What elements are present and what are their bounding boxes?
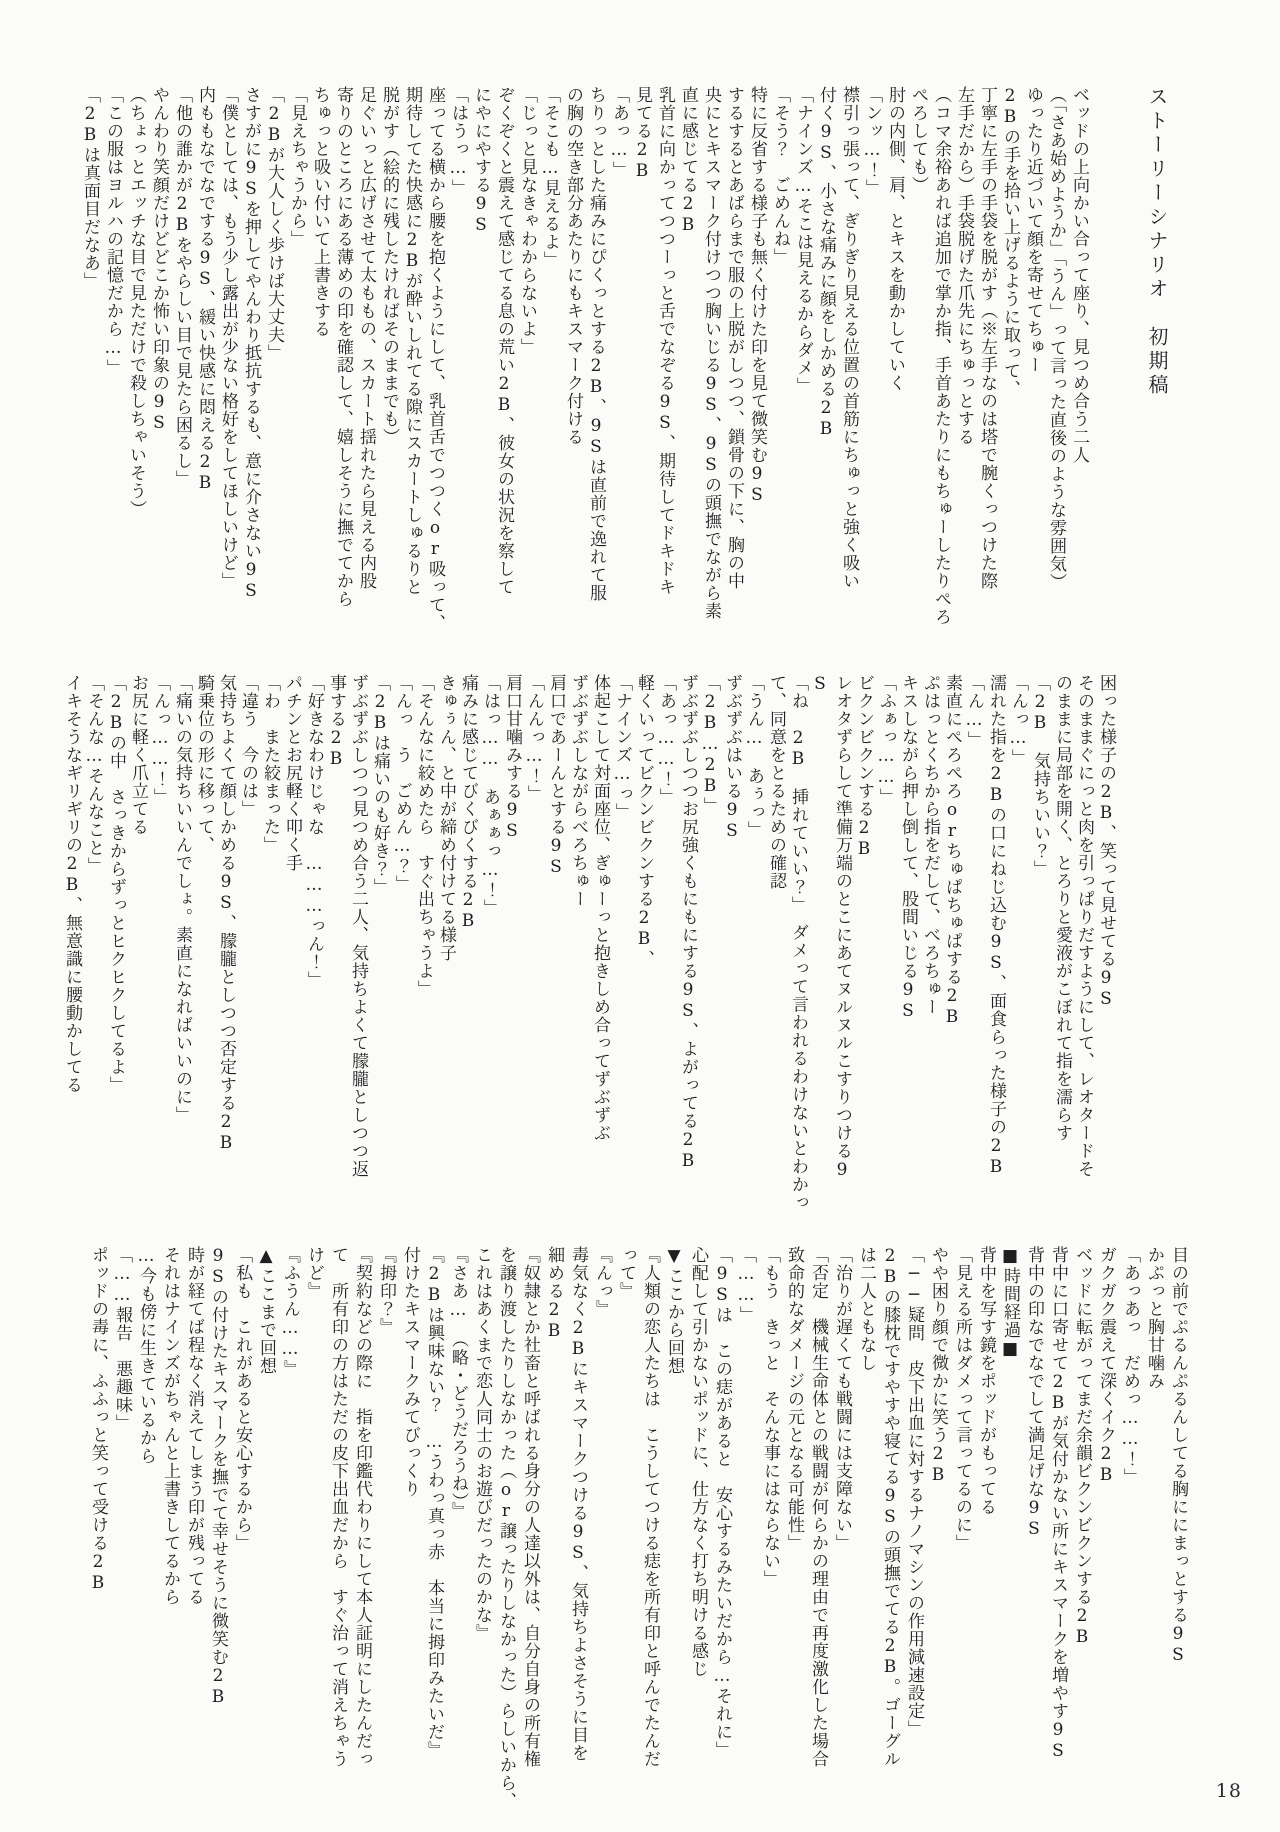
- text-block-ending: [86, 1246, 1190, 1812]
- text-column: 「治りが遅くても戦闘には支障ない」: [832, 1246, 852, 1552]
- text-column: S: [810, 674, 830, 695]
- text-column: は二人ともなし: [856, 1246, 876, 1372]
- text-column: やや困り顔で微かに笑う2B: [928, 1246, 948, 1486]
- text-column: 事する2B: [326, 674, 346, 770]
- text-column: 「……」: [736, 1246, 756, 1324]
- text-column: 「2B 気持ちいい？」: [1030, 674, 1050, 878]
- text-column: 「2Bが大人しく歩けば大丈夫」: [264, 86, 284, 362]
- text-column: 「私も これがあると安心するから」: [232, 1246, 252, 1552]
- text-column: 体起こして対面座位、ぎゅーっと抱きしめ合ってずぶずぶ: [590, 674, 610, 1142]
- text-column: を譲り渡したりしなかった（or譲ったりしなかった）らしいから、: [496, 1246, 516, 1810]
- text-column: 襟引っ張って、ぎりぎり見える位置の首筋にちゅっと強く吸い: [839, 86, 859, 590]
- text-column: 見てる2B: [632, 86, 652, 182]
- text-column: 「そう？ ごめんね」: [770, 86, 790, 266]
- text-column: 『2Bは興味ない？ …うわっ真っ赤 本当に拇印みたいだ』: [424, 1246, 444, 1759]
- text-column: ちりっとした痛みにぴくっとする2B、9Sは直前で逸れて服: [586, 86, 606, 602]
- text-column: 「ナインズ…っ」: [612, 674, 632, 821]
- text-column: ベッドに転がってまだ余韻ビクンビクンする2B: [1072, 1246, 1092, 1648]
- text-column: 「わ また絞まった」: [260, 674, 280, 854]
- text-column: ぞくぞくと震えて感じてる息の荒い2B、彼女の状況を察して: [494, 86, 514, 596]
- text-column: 「はっ…… あぁぁっ…！」: [480, 674, 500, 917]
- text-column: 「あっ……！」: [656, 674, 676, 806]
- text-column: ずぶずぶしながらべろちゅー: [568, 674, 588, 908]
- text-column: 寄りのところにある薄めの印を確認して、嬉しそうに撫でてから: [333, 86, 353, 608]
- text-column: ずぶずぶはいる9S: [722, 674, 742, 842]
- text-column: ▼ここから回想: [664, 1246, 684, 1375]
- text-column: 「ん…」: [964, 674, 984, 749]
- text-column: 「2Bは痛いのも好き？」: [370, 674, 390, 896]
- text-column: 目の前でぷるんぷるんしてる胸ににまっとする9S: [1168, 1246, 1188, 1666]
- text-column: 「2Bは真面目だなあ」: [80, 86, 100, 290]
- text-column: 痛みに感じてびくびくする2B: [458, 674, 478, 932]
- text-column: 「違う 今のは」: [238, 674, 258, 818]
- text-column: 毒気なく2Bにキスマークつける9S、気持ちよさそうに目を: [568, 1246, 588, 1762]
- text-block-middle: [61, 674, 1117, 1240]
- text-column: 期待してた快感に2Bが酔いしれてる隙にスカートしゅるりと: [402, 86, 422, 596]
- text-column: 『契約などの際に 指を印鑑代わりにして本人証明にしたんだっ: [352, 1246, 372, 1768]
- text-column: するするとあばらまで服の上脱がしつつ、鎖骨の下に、胸の中: [724, 86, 744, 590]
- text-column: 「否定 機械生命体との戦闘が何らかの理由で再度激化した場合: [808, 1246, 828, 1768]
- text-column: 直に感じてる2B: [678, 86, 698, 236]
- text-column: 「そこも…見えるよ」: [540, 86, 560, 269]
- text-column: 脱がす（絵的に残したければそのままでも）: [379, 86, 399, 446]
- text-column: 「んっ…」: [1008, 674, 1028, 767]
- text-column: 付けたキスマークみてびっくり: [400, 1246, 420, 1498]
- text-column: （ちょっとエッチな目で見ただけで殺しちゃいそう）: [126, 86, 146, 518]
- text-column: …今も傍に生きているから: [136, 1246, 156, 1465]
- text-column: 「ナインズ…そこは見えるからダメ」: [793, 86, 813, 395]
- text-column: ちゅっと吸い付いて上書きする: [310, 86, 330, 338]
- text-column: 致命的なダメージの元となる可能性」: [784, 1246, 804, 1552]
- text-column: って』: [616, 1246, 636, 1300]
- text-column: 肩口甘噛みする9S: [502, 674, 522, 842]
- text-column: ずぶずぶしつつ見つめ合う二人、気持ちよくて朦朧としつつ返: [348, 674, 368, 1178]
- text-column: これはあくまで恋人同士のお遊びだったのかな』: [472, 1246, 492, 1642]
- text-column: 「もう きっと そんな事にはならない」: [760, 1246, 780, 1588]
- column-list-opening: [78, 86, 1090, 652]
- text-column: キスしながら押し倒して、股間いじる9S: [898, 674, 918, 1022]
- text-column: （「さあ始めようか」「うん」って言った直後のような雰囲気）: [1046, 86, 1066, 591]
- text-column: 『奴隷とか社畜と呼ばれる身分の人達以外は、自分自身の所有権: [520, 1246, 540, 1768]
- text-column: 「そんなに絞めたら すぐ出ちゃうよ」: [414, 674, 434, 998]
- text-column: 「んっ……！」: [150, 674, 170, 806]
- text-column: 特に反省する様子も無く付けた印を見て微笑む9S: [747, 86, 767, 506]
- column-list-ending: [86, 1246, 1190, 1812]
- text-column: ずぶずぶしつつお尻強くもにもにする9S、よがってる2B: [678, 674, 698, 1172]
- text-column: 「はうっ…」: [448, 86, 468, 197]
- text-column: 時が経てば程なく消えてしまう印が残ってる: [184, 1246, 204, 1606]
- text-column: 「んっ う ごめん…？」: [392, 674, 412, 893]
- text-column: 濡れた指を2Bの口にねじ込む9S、面食らった様子の2B: [986, 674, 1006, 1178]
- text-column: さすがに9Sを押してやんわり抵抗するも、意に介さない9S: [241, 86, 261, 602]
- text-column: 気持ちよくて顔しかめる9S、朦朧としつつ否定する2B: [216, 674, 236, 1154]
- text-column: 「あっ…」: [609, 86, 629, 179]
- text-column: 付く9S、小さな痛みに顔をしかめる2B: [816, 86, 836, 440]
- text-column: のままに局部を開く、とろりと愛液がこぼれて指を濡らす: [1052, 674, 1072, 1142]
- text-column: 『ふうん……』: [280, 1246, 300, 1378]
- text-column: 央にとキスマーク付けつつ胸いじる9S、9Sの頭撫でながら素: [701, 86, 721, 620]
- text-column: パチンとお尻軽く叩く手: [282, 674, 302, 872]
- text-column: お尻に軽く爪立てる: [128, 674, 148, 836]
- text-column: 肩口であーんとする9S: [546, 674, 566, 878]
- text-column: （コマ余裕あれば追加で掌か指、手首あたりにもちゅーしたりぺろ: [931, 86, 951, 626]
- text-column: 「2B…2B」: [700, 674, 720, 815]
- text-column: 「……報告 悪趣味」: [112, 1246, 132, 1432]
- text-column: 足ぐいっと広げさせて太ももの、スカート揺れたら見える内股: [356, 86, 376, 590]
- text-column: 乳首に向かってつつーっと舌でなぞる9S、期待してドキドキ: [655, 86, 675, 596]
- text-column: 内ももなでなでする9S、緩い快感に悶える2B: [195, 86, 215, 494]
- text-column: にやにやする9S: [471, 86, 491, 236]
- text-column: ゆったり近づいて顔を寄せてちゅー: [1023, 86, 1043, 374]
- text-column: 軽くいってビクンビクンする2B、: [634, 674, 654, 968]
- text-block-opening: [78, 86, 1168, 652]
- text-column: ビクンビクンする2B: [854, 674, 874, 860]
- text-column: 背中に口寄せて2Bが気付かない所にキスマークを増やす9S: [1048, 1246, 1068, 1762]
- text-column: 素直にぺろぺろorちゅぱちゅぱする2B: [942, 674, 962, 1028]
- text-column: 「僕としては、もう少し露出が少ない格好をしてほしいけど」: [218, 86, 238, 590]
- text-column: 『んっ』: [592, 1246, 612, 1318]
- text-column: 細める2B: [544, 1246, 564, 1342]
- text-column: 「2Bの中 さっきからずっとヒクヒクしてるよ」: [106, 674, 126, 1094]
- text-column: 「見えちゃうから」: [287, 86, 307, 248]
- text-column: かぷっと胸甘噛み: [1144, 1246, 1164, 1390]
- text-column: 「この服はヨルハの記憶だから…」: [103, 86, 123, 377]
- text-column: ポッドの毒に、ふふっと笑って受ける2B: [88, 1246, 108, 1594]
- text-column: 「ふぁっ……」: [876, 674, 896, 806]
- text-column: そのままぐにっと肉を引っぱりだすようにして、レオタードそ: [1074, 674, 1094, 1178]
- text-column: レオタずらして準備万端のとこにあてヌルヌルこすりつける9: [832, 674, 852, 1181]
- text-column: ベッドの上向かい合って座り、見つめ合う二人: [1069, 86, 1089, 464]
- text-column: 「じっと見なきゃわからないよ」: [517, 86, 537, 356]
- text-column: 「ね 2B 挿れていい？」 ダメって言われるわけないとわかっ: [788, 674, 808, 1212]
- text-column: の胸の空き部分あたりにもキスマーク付ける: [563, 86, 583, 446]
- text-column: 「9Sは この痣があると 安心するみたいだから…それに」: [712, 1246, 732, 1759]
- text-column: 心配して引かないポッドに、仕方なく打ち明ける感じ: [688, 1246, 708, 1678]
- text-column: ▲ここまで回想: [256, 1246, 276, 1375]
- page-number: 18: [1215, 1780, 1242, 1802]
- text-column: 『人類の恋人たちは こうしてつける痣を所有印と呼んでたんだ: [640, 1246, 660, 1768]
- text-column: 「ンッ…！」: [862, 86, 882, 197]
- text-column: て、同意をとるための確認: [766, 674, 786, 890]
- text-column: て 所有印の方はただの皮下出血だから すぐ治って消えちゃう: [328, 1246, 348, 1768]
- text-column: 「あっあっ だめっ……！」: [1120, 1246, 1140, 1486]
- text-column: 2Bの膝枕ですやすや寝てる9Sの頭撫でてる2B。ゴーグル: [880, 1246, 900, 1768]
- text-column: 騎乗位の形に移って、: [194, 674, 214, 854]
- text-column: ガクガク震えて深くイク2B: [1096, 1246, 1116, 1486]
- text-column: それはナインズがちゃんと上書きしてるから: [160, 1246, 180, 1606]
- text-column: 「そんな…そんなこと」: [84, 674, 104, 875]
- text-column: けど』: [304, 1246, 324, 1300]
- text-column: やんわり笑顔だけどどこか怖い印象の9S: [149, 86, 169, 434]
- text-column: 2Bの手を拾い上げるように取って、: [1000, 86, 1020, 398]
- text-column: 「好きなわけじゃな ………っん！」: [304, 674, 324, 989]
- text-column: 『さあ… （略・どうだろうね）』: [448, 1246, 468, 1520]
- text-column: イキそうなギリギリの2B、無意識に腰動かしてる: [62, 674, 82, 1094]
- text-column: ぷはっとくちから指をだして、べろちゅー: [920, 674, 940, 1016]
- text-column: 「──疑問 皮下出血に対するナノマシンの作用減速設定」: [904, 1246, 924, 1738]
- text-column: 丁寧に左手の手袋を脱がす（※左手なのは塔で腕くっつけた際: [977, 86, 997, 590]
- text-column: きゅぅん、と中が締め付けてる様子: [436, 674, 456, 962]
- text-column: 「見える所はダメって言ってるのに」: [952, 1246, 972, 1552]
- text-column: 背中の印なでなでして満足げな9S: [1024, 1246, 1044, 1540]
- text-column: 9Sの付けたキスマークを撫でて幸せそうに微笑む2B: [208, 1246, 228, 1708]
- text-column: 座ってる横から腰を抱くようにして、乳首舌でつつくor吸って、: [425, 86, 445, 632]
- text-column: 肘の内側、肩、とキスを動かしていく: [885, 86, 905, 392]
- text-column: 困った様子の2B、笑って見せてる9S: [1096, 674, 1116, 1010]
- column-list-middle: [61, 674, 1117, 1240]
- text-column: 左手だから）手袋脱げた爪先にちゅっとする: [954, 86, 974, 446]
- text-column: ぺろしても）: [908, 86, 928, 194]
- text-column: 「んんっ…！」: [524, 674, 544, 803]
- text-column: 「痛いの気持ちいいんでしょ。素直になればいいのに」: [172, 674, 192, 1124]
- text-column: 『拇印？』: [376, 1246, 396, 1336]
- text-column: ■時間経過■: [1000, 1246, 1020, 1360]
- text-column: 「うん… あぅっ」: [744, 674, 764, 839]
- text-column: 背中を写す鏡をポッドがもってる: [976, 1246, 996, 1516]
- text-column: 「他の誰かが2Bをやらしい目で見たら困るし」: [172, 86, 192, 488]
- page-title: ストーリーシナリオ 初期稿: [1145, 86, 1169, 398]
